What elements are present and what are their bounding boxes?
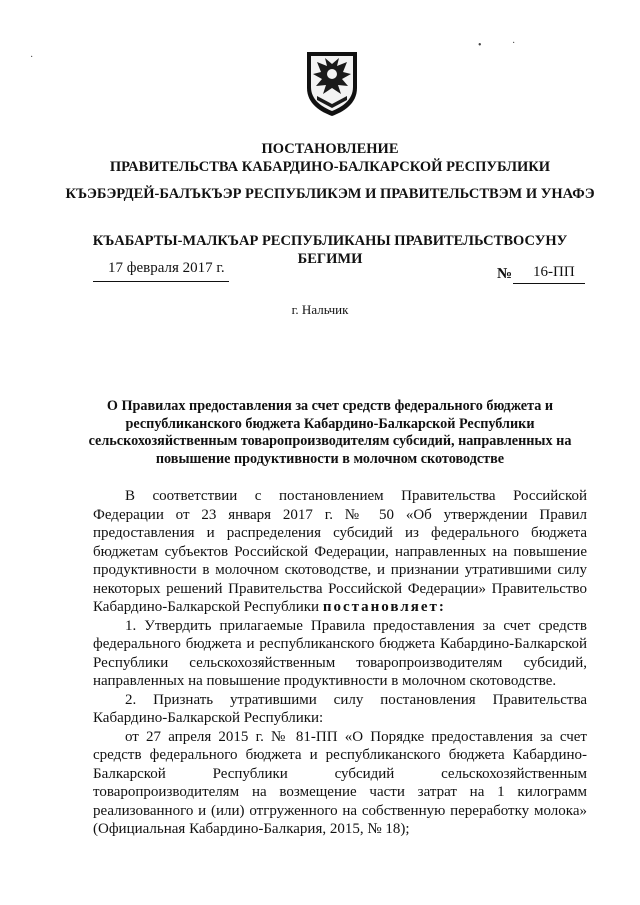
document-number: 16-ПП [533, 264, 575, 280]
document-date: 17 февраля 2017 г. [108, 260, 225, 276]
document-city: г. Нальчик [291, 302, 349, 317]
paragraph-item-1: 1. Утвердить прилагаемые Правила предоставления за счет средств федерального бюджета и республиканского бюджета Кабардино-Балкарской Республики сельскохозяйственным товаропроизводителям субсидий, направленных на повышение продуктивности в молочном скотоводстве. [93, 617, 587, 689]
coat-of-arms-emblem [303, 48, 361, 118]
paragraph-preamble [93, 487, 587, 617]
preamble-text: В соответствии с постановлением Правительства Российской Федерации от 23 января 2017 г. № 50 «Об утверждении Правил предоставления и распределения субсидий из федерального бюджета бюджетам субъектов Российской Федерации, направленных на повышение продуктивности в молочном скотоводстве, и признании утратившими силу некоторых решений Правительства Российской Федерации» Правительство Кабардино-Балкарской Республики [93, 488, 587, 615]
header-kabardian: КЪЭБЭРДЕЙ-БАЛЪКЪЭР РЕСПУБЛИКЭМ И ПРАВИТЕЛЬСТВЭМ И УНАФЭ [65, 186, 595, 202]
paragraph-repealed-1: от 27 апреля 2015 г. № 81-ПП «О Порядке предоставления за счет средств федерального бюджета и республиканского бюджета Кабардино-Балкарской Республики субсидий сельскохозяйственным товаропроизводителям на возмещение части затрат на 1 килограмм реализованного и (или) отгруженного на собственную переработку молока» (Официальная Кабардино-Балкария, 2015, № 18); [93, 728, 587, 837]
date-underline [93, 281, 229, 282]
scan-speck: · [512, 38, 516, 49]
number-underline [513, 283, 585, 284]
header-balkar: КЪАБАРТЫ-МАЛКЪАР РЕСПУБЛИКАНЫ ПРАВИТЕЛЬСТВОСУНУ БЕГИМИ [92, 233, 568, 267]
document-title: О Правилах предоставления за счет средств федерального бюджета и республиканского бюджета Кабардино-Балкарской Республики сельскохозяйственным товаропроизводителям субсидий, направленных на повышение продуктивности в молочном скотоводстве [88, 398, 572, 467]
header-title [60, 140, 600, 176]
paragraph-item-2: 2. Признать утратившими силу постановления Правительства Кабардино-Балкарской Республики: [93, 691, 587, 726]
scan-speck: • [478, 40, 482, 51]
resolves-keyword: постановляет: [322, 599, 446, 615]
header-line-decree: ПОСТАНОВЛЕНИЕ [261, 141, 399, 157]
header-line-government: ПРАВИТЕЛЬСТВА КАБАРДИНО-БАЛКАРСКОЙ РЕСПУБЛИКИ [109, 159, 551, 175]
number-sign: № [497, 266, 513, 282]
document-body [93, 487, 587, 839]
scan-speck: · [30, 52, 34, 63]
